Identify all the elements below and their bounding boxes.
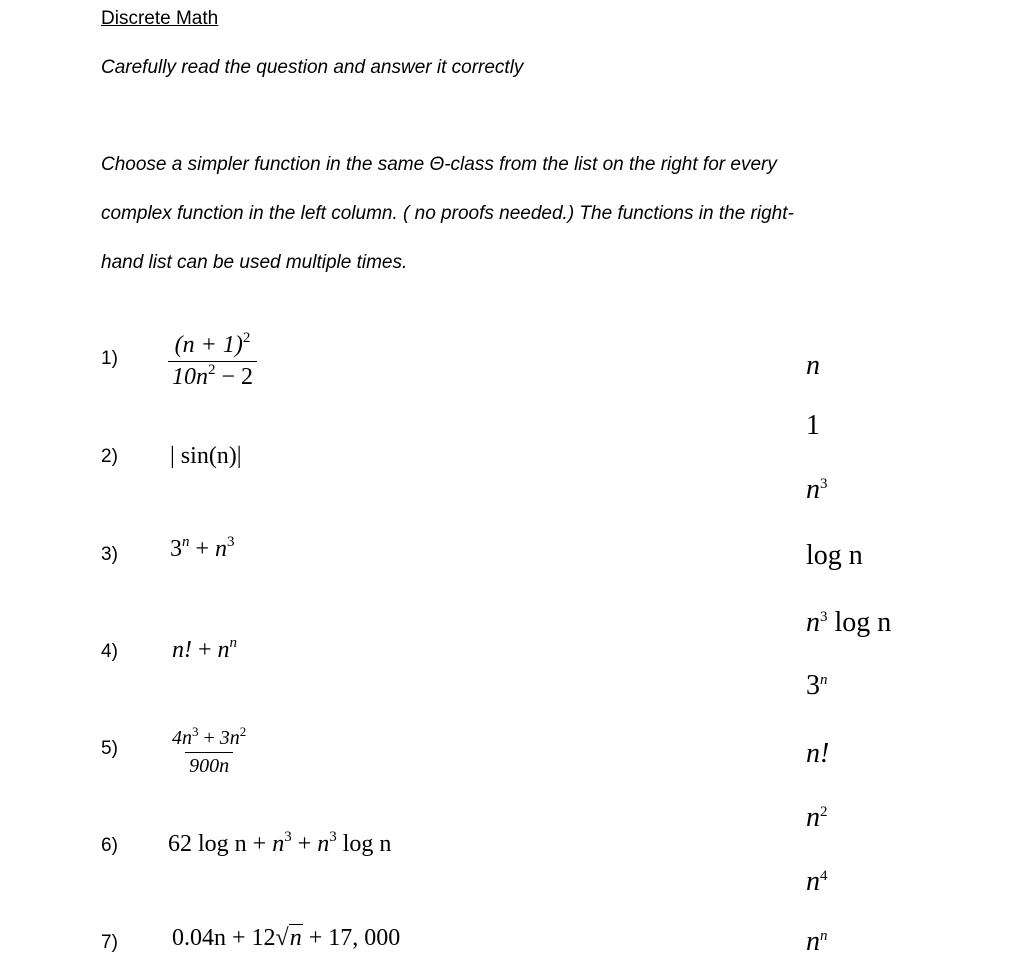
- option-n-cubed: $n^3$: [806, 474, 828, 505]
- instruction-line-3: hand list can be used multiple times.: [101, 252, 408, 273]
- problem-3-expression: $3^n + n^3$: [170, 534, 235, 562]
- option-n: n: [806, 350, 820, 381]
- problem-7-expression: 0.04n + 12√n + 17, 000: [172, 925, 401, 951]
- sqrt-symbol: √n: [275, 925, 302, 951]
- problem-1-expression: $\frac{(n + 1)^2}{10n^2 - 2}$: [168, 332, 257, 391]
- problem-number-7: 7): [101, 932, 118, 953]
- problem-2-expression: | sin(n)|: [170, 443, 242, 469]
- option-n-squared: $n^2$: [806, 802, 828, 833]
- problem-6-expression: 62 $\log n + n^3 + n^3$ log n: [168, 829, 392, 857]
- problem-4-expression: n! + $n^n$: [172, 635, 238, 663]
- problem-5-expression: $\frac{4n^3 + 3n^2}{900n}$: [172, 724, 247, 777]
- problem-number-3: 3): [101, 544, 118, 565]
- problem-number-5: 5): [101, 738, 118, 759]
- option-three-to-n: 3$^n$: [806, 670, 828, 701]
- option-n-factorial: n!: [806, 738, 830, 769]
- instruction-line-1: Choose a simpler function in the same Θ-class from the list on the right for every: [101, 154, 777, 175]
- problem-number-6: 6): [101, 835, 118, 856]
- instruction-line-2: complex function in the left column. ( no proofs needed.) The functions in the right-: [101, 203, 794, 224]
- problem-number-4: 4): [101, 641, 118, 662]
- problem-number-2: 2): [101, 446, 118, 467]
- option-n-to-n: $n^n$: [806, 926, 828, 957]
- option-log-n: log n: [806, 540, 863, 571]
- document-subtitle: Carefully read the question and answer it correctly: [101, 57, 524, 78]
- document-title: Discrete Math: [101, 8, 219, 29]
- option-n-cubed-log-n: $n^3$ log n: [806, 607, 892, 638]
- option-1: 1: [806, 410, 820, 441]
- option-n-fourth: $n^4$: [806, 866, 828, 897]
- problem-number-1: 1): [101, 348, 118, 369]
